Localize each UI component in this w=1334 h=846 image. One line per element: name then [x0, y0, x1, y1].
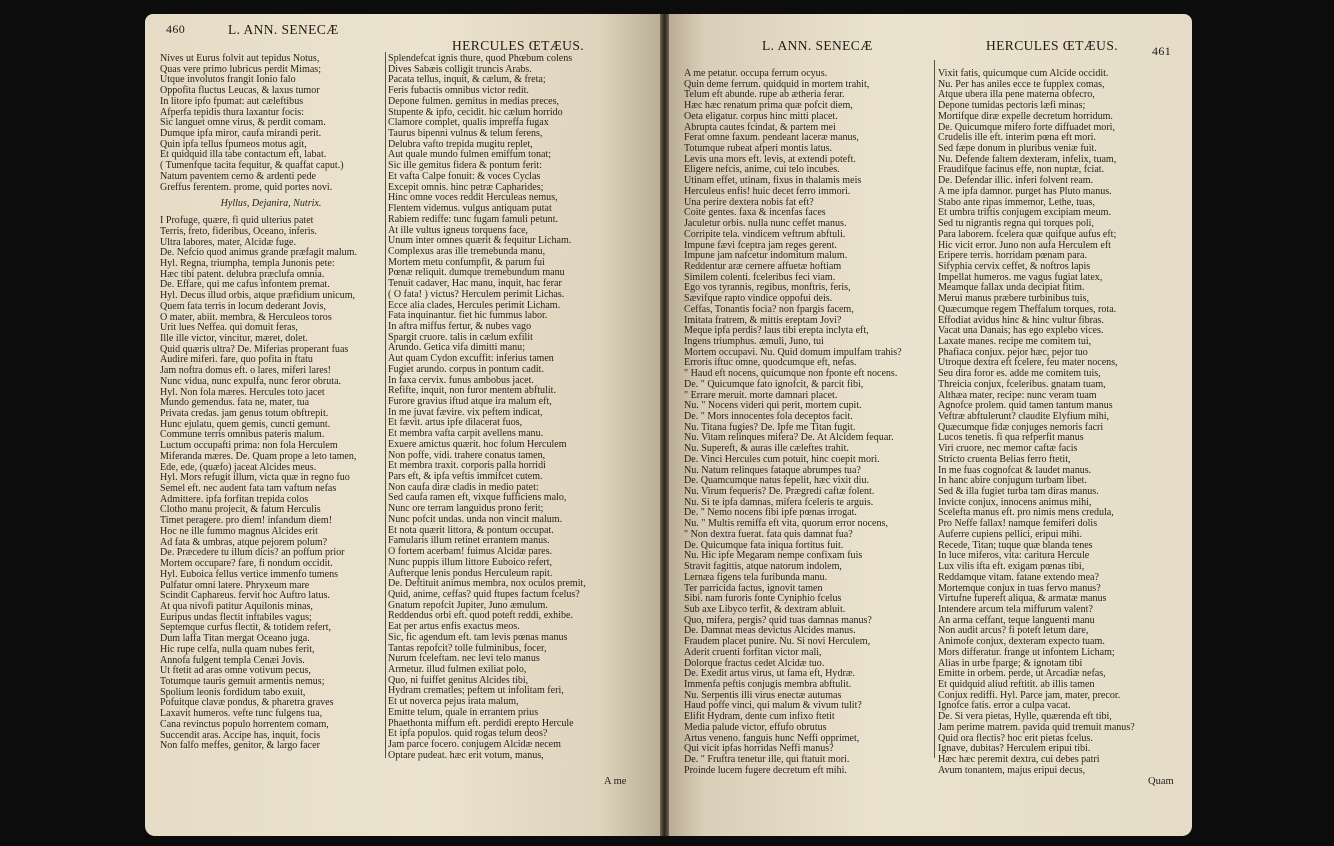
text-line: Impune fævi fceptra jam reges gerent.	[684, 239, 837, 251]
text-line: Recede, Titan; tuque quæ blanda tenes	[938, 539, 1093, 551]
text-line: Quin ipfa tellus fpumeos motus agit,	[160, 138, 307, 150]
text-line: Para laborem. fcelera quæ quifque aufus eft;	[938, 228, 1117, 240]
text-line: Et membra traxit. corporis palla horridi	[388, 460, 546, 472]
text-line: Stupente & ipfo, cecidit. hic cælum horrido	[388, 106, 563, 118]
text-line: Pœnæ reliquit. dumque tremebundum manu	[388, 267, 565, 279]
text-line: Sed fæpe donum in pluribus veniæ fuit.	[938, 143, 1097, 155]
text-line: Intendere arcum tela miffurum valent?	[938, 603, 1093, 615]
text-line: Eripere terris. horridam pœnam para.	[938, 250, 1087, 262]
text-line: Erroris iftuc omne, quodcumque eft, nefas.	[684, 357, 857, 369]
text-line: Hyl. Decus illud orbis, atque præfidium unicum,	[160, 290, 356, 302]
text-line: Quæcumque fidæ conjuges nemoris facri	[938, 421, 1104, 433]
text-line: Optare pudeat. hæc erit votum, manus,	[388, 749, 544, 761]
running-head-author-left: L. ANN. SENECÆ	[228, 22, 339, 37]
text-line: Laxate manes. recipe me comitem tui,	[938, 335, 1092, 347]
text-line: Luctum occupafti prima: non fola Herculem	[160, 440, 338, 452]
text-line: Emitte in orbem. perde, ut Arcadiæ nefas,	[938, 668, 1106, 680]
text-line: Emitte telum, quale in errantem prius	[388, 706, 539, 718]
text-line: Et ut noverca pejus irata malum,	[388, 696, 519, 708]
text-line: Semel eft. nec audent fata tam vaftum nefas	[160, 483, 337, 495]
text-line: Eligere nefcis, anime, cui telo incubes.	[684, 164, 840, 176]
text-line: Stravit fagittis, atque natorum indolem,	[684, 561, 842, 573]
text-line: Eat per artus enfis exactus meos.	[388, 621, 520, 633]
text-line: Et quidquid illa tabe contactum eft, labat.	[160, 149, 327, 161]
text-line: Utinam effet, utinam, fixus in thalamis meis	[684, 175, 862, 187]
text-line: Nunc pofcit undas. unda non vincit malum.	[388, 513, 563, 525]
text-line: De. " Mors innocentes fola deceptos facit.	[684, 411, 853, 422]
text-line: Quo, ni fuiffet genitus Alcides tibi,	[388, 674, 529, 686]
text-line: Hæc hæc renatum prima quæ pofcit diem,	[684, 100, 853, 112]
text-line: Veftræ abftulerunt? claudite Elyfium mihi,	[938, 411, 1110, 422]
text-line: Mortem metu confumpfit, & parum fui	[388, 256, 545, 268]
text-line: Sifyphia cervix ceffet, & noftros lapis	[938, 260, 1091, 272]
text-line: Similem colenti. fceleribus feci viam.	[684, 271, 836, 283]
text-line: Ad fata & umbras, atque pejorem polum?	[160, 536, 328, 548]
text-line: Ego vos tyrannis, regibus, monftris, feris,	[684, 282, 851, 294]
text-line: Reddendus orbi eft. quod poteft reddi, exhibe.	[388, 610, 573, 622]
text-line: Delubra vafto trepida mugitu replet,	[388, 138, 533, 150]
text-line: Mortifque diræ expelle decretum horridum.	[938, 110, 1113, 122]
text-line: Levis una mors eft. levis, at extendi poteft.	[684, 153, 856, 165]
text-line: Lernæa figens tela furibunda manu.	[684, 571, 828, 583]
text-line: Excepit omnis. hinc petræ Capharides;	[388, 181, 544, 193]
text-line: Crudelis ille eft. interim pœna eft mori.	[938, 132, 1096, 144]
text-line: Privata credas. jam genus totum obftrepit.	[160, 408, 329, 419]
text-line: Aderit cruenti forfitan victor mali,	[684, 646, 822, 658]
text-line: Viri cruore, nec memor caftæ facis	[938, 443, 1078, 455]
text-line: Nunc ore terram languidus prono ferit;	[388, 503, 544, 515]
text-line: Mundo gemendus. fata ne, mater, tua	[160, 397, 310, 409]
text-line: Ter parricida factus, ignovit tamen	[684, 582, 823, 594]
text-line: Sic languet omne virus, & perdit comam.	[160, 117, 326, 129]
text-line: Fata inquinantur. fiet hic fummus labor.	[388, 310, 548, 322]
text-line: Quid, anime, ceffas? quid ftupes factum fcelus?	[388, 588, 580, 600]
text-line: Nu. Natum relinques fataque abrumpes tua?	[684, 464, 861, 476]
text-line: De. Defendar illic. inferi folvent ream.	[938, 175, 1094, 187]
text-line: Natum paventem cerno & ardenti pede	[160, 170, 316, 182]
text-line: De. Vinci Hercules cum potuit, hinc coepit mori.	[684, 453, 880, 465]
text-line: De. " Quicumque fato ignofcit, & parcit fibi,	[684, 378, 864, 390]
text-line: Succendit aras. Accipe has, inquit, focis	[160, 729, 321, 741]
text-line: De. Exedit artus virus, ut fama eft, Hydræ.	[684, 668, 856, 680]
text-line: Stabo ante ripas immemor, Lethe, tuas,	[938, 196, 1095, 208]
text-line: Nu. Si te ipfa damnas, mifera fceleris te arguis.	[684, 496, 874, 508]
text-line: Gnatum repofcit Jupiter, Juno æmulum.	[388, 599, 548, 611]
text-line: Sibi. nam furoris fonte Cyniphio fcelus	[684, 593, 842, 605]
text-line: Hic rupe celfa, nulla quam nubes ferit,	[160, 643, 315, 655]
text-line: Aut quam Cydon excuffit: inferius tamen	[388, 353, 554, 365]
text-line: Abrupta cautes fcindat, & partem mei	[684, 121, 836, 133]
text-line: Sed caufa ramen eft, vixque fufficiens malo,	[388, 492, 567, 504]
text-line: De. Quicumque mifero forte diffuadet mori,	[938, 121, 1115, 133]
text-line: Totumque rubeat afperi montis latus.	[684, 143, 833, 155]
scene-heading: Hyllus, Dejanira, Nutrix.	[220, 198, 322, 210]
text-line: Et fævit. artus ipfe dilacerat fuos,	[388, 417, 523, 429]
text-line: Utque involutos frangit Ionio falo	[160, 74, 296, 86]
text-line: Clamore complet, qualis impreffa fugax	[388, 117, 549, 129]
text-line: Timet peragere. pro diem! infandum diem!	[160, 515, 333, 527]
text-line: Greffus ferentem. prome, quid portes novi.	[160, 181, 333, 193]
text-line: Quo, mifera, pergis? quid tuas damnas manus?	[684, 614, 872, 626]
text-line: Agnofce prolem. quid tamen tantum manus	[938, 400, 1113, 412]
text-line: Reddamque vitam. fatane extendo mea?	[938, 571, 1099, 583]
text-line: Jam parce focero. conjugem Alcidæ necem	[388, 739, 561, 750]
text-line: Sic, fic agendum eft. tam levis pœnas manus	[388, 631, 568, 643]
text-line: Fraudifque facinus effe, non nuptæ, fciat.	[938, 164, 1105, 176]
text-line: De. Effare, qui me cafus infontem premat.	[160, 279, 330, 291]
text-line: Nu. " Nocens videri qui perit, mortem cupit.	[684, 400, 862, 412]
text-line: ( O fata! ) victus? Herculem perimit Lichas.	[388, 288, 565, 300]
column-rule-left	[385, 52, 386, 758]
text-line: Hyl. Euboica fellus vertice immenfo tumens	[160, 568, 339, 580]
text-line: Annofa fulgent templa Cenæi Jovis.	[160, 654, 305, 666]
text-line: Animofe conjux, dexteram expecto tuam.	[938, 636, 1105, 648]
text-line: I Profuge, quære, fi quid ulterius patet	[160, 215, 314, 227]
text-line: Et membra vafta carpit avellens manu.	[388, 428, 544, 440]
text-line: Lux vilis ifta eft. exigam pœnas tibi,	[938, 561, 1085, 573]
text-line: Ceffas, Tonantis focia? non fpargis facem,	[684, 303, 854, 315]
text-line: Merui manus præbere turbinibus tuis,	[938, 293, 1089, 305]
text-line: Fraudem placet punire. Nu. Si novi Herculem,	[684, 636, 871, 648]
text-line: Hinc omne voces reddit Herculeas nemus,	[388, 192, 558, 204]
text-line: Immenfa peftis conjugis membra abftulit.	[684, 678, 852, 690]
text-line: Mortem occupavi. Nu. Quid domum impulfam trahis?	[684, 346, 902, 358]
text-line: Qui vicit ipfas horridas Neffi manus?	[684, 743, 834, 755]
text-line: Totumque tauris gemuit armentis nemus;	[160, 675, 325, 687]
text-line: Afperfa tepidis thura laxantur focis:	[160, 106, 304, 118]
text-line: Non audit arcus? fi poteft letum dare,	[938, 625, 1089, 637]
text-line: Quæcumque regem Theffalum torques, rota.	[938, 303, 1117, 315]
text-line: Althæa mater, recipe: nunc veram tuam	[938, 389, 1097, 401]
text-line: Proinde lucem fugere decretum eft mihi.	[684, 764, 847, 776]
text-line: Phafiaca conjux. pejor hæc, pejor tuo	[938, 346, 1088, 358]
text-line: Hyl. Mors refugit illum, victa quæ in regno fuo	[160, 472, 350, 484]
running-head-title-right: HERCULES ŒTÆUS.	[986, 38, 1119, 53]
text-line: Vixit fatis, quicumque cum Alcide occidit.	[938, 68, 1109, 79]
text-line: Depone tumidas pectoris læfi minas;	[938, 100, 1086, 112]
text-line: De. Quicumque fata iniqua fortitus fuit.	[684, 539, 844, 551]
text-line: Nu. Vitam relinques mifera? De. At Alcidem fequar.	[684, 432, 894, 444]
text-line: Splendefcat ignis thure, quod Phœbum colens	[388, 53, 573, 64]
text-line: De. Damnat meas devictus Alcides manus.	[684, 625, 856, 637]
text-line: Nu. Titana fugies? De. Ipfe me Titan fugit.	[684, 421, 856, 433]
text-line: Impune jam nafcetur indomitum malum.	[684, 250, 848, 262]
text-line: Septemque curfus flectit, & totidem refert,	[160, 622, 332, 634]
text-line: Pofuitque clavæ pondus, & pharetra graves	[160, 697, 334, 709]
catchword-right: Quam	[1148, 776, 1174, 787]
text-line: Sub axe Libyco terfit, & dextram abluit.	[684, 603, 846, 615]
text-line: Jam noftra domus eft. o lares, miferi lares!	[160, 365, 332, 377]
text-line: Nu. Supereft, & auras ille cæleftes trahit.	[684, 443, 849, 455]
text-line: Cana revinctus populo horrentem comam,	[160, 718, 329, 730]
text-line: An arma ceffant, teque languenti manu	[938, 614, 1095, 626]
text-line: Dolorque fractus cedet Alcidæ tuo.	[684, 657, 825, 669]
text-line: In me fuas cognofcat & laudet manus.	[938, 464, 1092, 476]
text-line: Phaethonta miffum eft. perdidi erepto Hercule	[388, 717, 574, 729]
text-line: Nunc puppis illum littore Euboico refert,	[388, 556, 553, 568]
text-line: Invicte conjux, innocens animus mihi,	[938, 496, 1092, 508]
text-line: De. Quamcumque natus fepelit, hæc vixit diu.	[684, 475, 869, 487]
text-line: Dives Sabæis colligit truncis Arabs.	[388, 63, 532, 75]
text-line: Pacata tellus, inquit, & cælum, & freta;	[388, 74, 546, 86]
text-line: Depone fulmen. gemitus in medias preces,	[388, 95, 560, 107]
text-line: Ignave, dubitas? Herculem eripui tibi.	[938, 743, 1091, 755]
text-line: Feris fubactis omnibus victor redit.	[388, 85, 529, 97]
text-line: Dum laffa Titan mergat Oceano juga.	[160, 633, 310, 645]
book-gutter	[660, 14, 669, 836]
text-line: Scindit Caphareus. fervit hoc Auftro latus.	[160, 590, 330, 602]
text-line: Impellat humeros. me vagus fugiat latex,	[938, 271, 1103, 283]
text-line: A me ipfa damnor. purget has Pluto manus.	[938, 185, 1112, 197]
text-line: Mortemque conjux in tuas fervo manus?	[938, 582, 1101, 594]
text-line: Taurus bipenni vulnus & telum ferens,	[388, 128, 543, 140]
text-line: Refifte, inquit, non furor mentem abftulit.	[388, 385, 556, 397]
text-line: Scelefta manus eft. pro nimis mens credula,	[938, 507, 1114, 519]
text-line: Urit lues Neffea. qui domuit feras,	[160, 322, 298, 334]
text-line: Oeta eligatur. corpus hinc mitti placet.	[684, 110, 838, 122]
text-line: Reddentur aræ cernere affuetæ hoftiam	[684, 260, 842, 272]
text-line: Terris, freto, fideribus, Oceano, inferis.	[160, 225, 317, 237]
text-line: De. " Nemo nocens fibi ipfe pœnas irrogat.	[684, 507, 857, 519]
text-line: Media palude victor, effufo obrutus	[684, 721, 827, 733]
text-line: Et umbra triftis conjugem excipiam meum.	[938, 207, 1111, 219]
text-line: Telum eft abunde. rupe ab ætheria ferar.	[684, 89, 845, 101]
text-line: Ferat omne faxum. pendeant laceræ manus,	[684, 132, 859, 144]
text-line: Mors differatur. frange ut infontem Licham;	[938, 646, 1115, 658]
text-line: Herculeus enfis! huic decet ferro immori.	[684, 185, 851, 197]
text-line: " Haud eft nocens, quicumque non fponte eft nocens.	[684, 368, 898, 380]
text-line: Et nota quærit littora, & pontum occupat.	[388, 524, 554, 536]
text-line: Auferre cupiens pellici, eripui mihi.	[938, 528, 1082, 540]
text-line: Nives ut Eurus folvit aut tepidus Notus,	[160, 53, 320, 64]
text-line: Clotho manu projecit, & fatum Herculis	[160, 504, 321, 516]
text-line: Exuere amictus quærit. hoc folum Herculem	[388, 438, 567, 450]
text-line: Hic vicit error. Juno non aufa Herculem eft	[938, 239, 1111, 251]
text-line: Admittere. ipfa forfitan trepida colos	[160, 493, 309, 505]
text-line: Meque ipfa perdis? laus tibi erepta inclyta eft,	[684, 325, 869, 337]
text-line: Nu. Hic ipfe Megaram nempe confixam fuis	[684, 550, 863, 562]
text-line: Nu. " Multis remiffa eft vita, quorum error nocens,	[684, 518, 888, 530]
text-line: De. Deftituit animus membra, nox oculos premit,	[388, 578, 586, 590]
text-line: Aufterque lenis pondus Herculeum rapit.	[388, 567, 553, 579]
text-line: Spargit cruore. talis in cælum exfilit	[388, 331, 533, 343]
text-line: De. Nefcio quod animus grande præfagit malum.	[160, 247, 357, 259]
text-line: Hæc hæc peremit dextra, cui debes patri	[938, 754, 1100, 765]
text-line: Hæc tibi patent. delubra præclufa omnia.	[160, 268, 325, 280]
text-line: Ut ftetit ad aras omne votivum pecus,	[160, 665, 311, 677]
text-line: Lucos tenetis. fi qua refperfit manus	[938, 432, 1084, 444]
text-line: Corripite tela. vindicem veftrum abftuli.	[684, 228, 846, 240]
text-line: Famularis illum retinet errantem manus.	[388, 535, 550, 547]
text-line: De. " Fruftra tenetur ille, qui ftatuit mori.	[684, 754, 850, 765]
text-line: Euripus undas flectit inftabiles vagus;	[160, 611, 312, 623]
right-page-column-1	[684, 69, 932, 776]
text-line: Hoc ne ille fummo magnus Alcides erit	[160, 525, 318, 537]
text-line: Et quidquid aliud reftitit. ab illis tamen	[938, 678, 1095, 690]
text-line: Unum inter omnes quærit & fequitur Licham.	[388, 235, 572, 247]
text-line: Tantas repofcit? tolle fulminibus, focer,	[388, 642, 547, 654]
text-line: Audire miferi. fare, quo pofita in ftatu	[160, 354, 313, 366]
text-line: Seu dira foror es. adde me comitem tuis,	[938, 368, 1101, 380]
text-line: Flentem videmus. vulgus antiquam putat	[388, 203, 552, 215]
text-line: Ingens triumphus. æmuli, Juno, tui	[684, 335, 824, 347]
text-line: Virtufne fupereft aliqua, & armatæ manus	[938, 593, 1107, 605]
text-line: Threicia conjux, fceleribus. gnatam tuam,	[938, 378, 1106, 390]
text-line: De. Præcedere tu illum dicis? an poffum prior	[160, 547, 345, 559]
text-line: In faxa cervix. funus ambobus jacet.	[388, 374, 534, 386]
catchword-left: A me	[604, 776, 627, 787]
text-line: De. Si vera pietas, Hylle, quærenda eft tibi,	[938, 711, 1112, 723]
text-line: In me juvat fævire. vix peftem indicat,	[388, 406, 543, 418]
text-line: Quem fata terris in locum dederant Jovis,	[160, 300, 327, 312]
text-line: Coite gentes. faxa & incenfas faces	[684, 207, 826, 219]
text-line: ( Tumenfque tacita fequitur, & quaffat caput.)	[160, 160, 344, 172]
text-line: Nu. Serpentis illi virus enectæ autumas	[684, 689, 842, 701]
text-line: Commune terris omnibus pateris malum.	[160, 429, 325, 441]
text-line: Sed tu nigrantis regna qui torques poli,	[938, 218, 1094, 230]
text-line: Jam perime matrem. pavida quid tremuit manus?	[938, 721, 1135, 733]
text-line: In luce miferos, vita: caritura Hercule	[938, 550, 1090, 562]
text-line: Furore gravius iftud atque ira malum eft,	[388, 396, 552, 407]
text-line: Ultra labores, mater, Alcidæ fuge.	[160, 236, 297, 248]
text-line: Elifit Hydram, dente cum infixo ftetit	[684, 711, 835, 723]
text-line: Non poffe, vidi. trahere conatus tamen,	[388, 449, 546, 461]
text-line: Mortem occupare? fare, fi nondum occidit.	[160, 558, 333, 570]
text-line: Sic ille gemitus fidera & pontum ferit:	[388, 160, 543, 172]
text-line: In hanc abire conjugum turbam libet.	[938, 475, 1087, 487]
text-line: Nu. Per has aniles ecce te fupplex comas,	[938, 78, 1105, 90]
text-line: Nu. Defende faltem dexteram, infelix, tuam,	[938, 153, 1117, 165]
text-line: Hunc ejulatu, quem gemis, cuncti gemunt.	[160, 418, 331, 430]
text-line: Nurum fceleftam. nec levi telo manus	[388, 653, 540, 665]
text-line: Sed & illa fugiet turba tam diras manus.	[938, 486, 1099, 498]
text-line: Hydram crematles; peftem ut infolitam feri,	[388, 685, 564, 697]
text-line: Utroque dextra eft fcelere, feu mater nocens,	[938, 357, 1118, 369]
text-line: Aut quale mundo fulmen emiffum tonat;	[388, 149, 552, 161]
text-line: O fortem acerbam! fuimus Alcidæ pares.	[388, 546, 553, 558]
text-line: Sævifque rapto vindice oppofui deis.	[684, 293, 833, 305]
text-line: Pulfatur omni latere. Phryxeum mare	[160, 579, 310, 591]
text-line: Pro Neffe fallax! namque femiferi dolis	[938, 518, 1098, 530]
text-line: Conjux rediffi. Hyl. Parce jam, mater, precor.	[938, 689, 1121, 701]
page-number-right: 461	[1152, 44, 1172, 58]
text-line: Non falfo meffes, genitor, & largo facer	[160, 740, 320, 752]
running-head-title-left: HERCULES ŒTÆUS.	[452, 38, 585, 53]
text-line: Oppofita fluctus Leucas, & laxus tumor	[160, 85, 320, 97]
text-line: Et vafta Calpe fonuit: & voces Cyclas	[388, 170, 541, 182]
text-line: In aftra miffus fertur, & nubes vago	[388, 320, 532, 332]
left-page-column-2	[388, 54, 658, 761]
text-line: Quid ora flectis? hoc erit pietas fcelus.	[938, 732, 1093, 744]
text-line: Effodiat avidus hinc & hinc vultur fibras.	[938, 314, 1104, 326]
text-line: Haud poffe vinci, qui malum & vivum tulit?	[684, 700, 862, 712]
page-number-left: 460	[166, 22, 186, 36]
text-line: Non caufa diræ cladis in medio patet:	[388, 481, 539, 493]
text-line: Pars eft, & ipfa veftis immifcet cutem.	[388, 471, 543, 483]
text-line: At ille vultus igneus torquens face,	[388, 224, 529, 236]
text-line: Quas vere primo lubricus perdit Mimas;	[160, 63, 321, 75]
text-line: Stricto cruenta Belias ferro ftetit,	[938, 453, 1071, 465]
text-line: Atque ubera illa pene materna obfecro,	[938, 89, 1095, 101]
text-line: Complexus aras ille tremebunda manu,	[388, 245, 546, 257]
text-line: Nunc vidua, nunc expulfa, nunc feror obruta.	[160, 375, 342, 387]
text-line: Ignofce fatis. error a culpa vacat.	[938, 700, 1071, 712]
text-line: " Non dextra fuerat. fata quis damnat fua?	[684, 528, 853, 540]
text-line: Hyl. Non fola mæres. Hercules toto jacet	[160, 386, 325, 398]
running-head-author-right: L. ANN. SENECÆ	[762, 38, 873, 53]
text-line: Ille ille victor, vincitur, mæret, dolet.	[160, 332, 308, 344]
text-line: Dumque ipfa miror, caufa mirandi perit.	[160, 128, 322, 140]
text-line: Laxavit humeros. vefte tunc fulgens tua,	[160, 708, 323, 720]
text-line: Armetur. illud fulmen exiliat polo,	[388, 663, 527, 675]
text-line: Alias in urbe fparge; & ignotam tibi	[938, 657, 1083, 669]
text-line: Ecce alia clades, Hercules perimit Licham.	[388, 299, 561, 311]
text-line: Rabiem rediffe: tunc fugam famuli petunt.	[388, 213, 559, 225]
left-page-column-1	[160, 54, 382, 752]
text-line: Quid quæris ultra? De. Miferias properant fuas	[160, 343, 349, 355]
text-line: Ede, ede, (quæfo) jaceat Alcides meus.	[160, 461, 317, 473]
text-line: Spolium leonis fordidum tabo exuit,	[160, 686, 306, 698]
text-line: Artus veneno. fanguis hunc Neffi opprimet,	[684, 732, 860, 744]
text-line: O mater, abiit. membra, & Herculeos toros	[160, 311, 332, 323]
text-line: Miferanda mæres. De. Quam prope a leto tamen,	[160, 450, 357, 462]
text-line: Vacat una Danais; has ego explebo vices.	[938, 325, 1104, 337]
text-line: Una perire dextera nobis fat eft?	[684, 196, 814, 208]
text-line: Meamque fallax unda decipiat fitim.	[938, 282, 1085, 294]
text-line: Quin deme ferrum. quidquid in mortem trahit,	[684, 78, 870, 90]
text-line: Imitata fratrem, & mittis ereptam Jovi?	[684, 314, 842, 326]
text-line: Tenuit cadaver, Hac manu, inquit, hac ferar	[388, 278, 562, 290]
text-line: At qua nivofi patitur Aquilonis minas,	[160, 600, 313, 612]
column-rule-right	[934, 60, 935, 758]
text-line: A me petatur. occupa ferrum ocyus.	[684, 68, 828, 79]
text-line: Fugiet arundo. corpus in pontum cadit.	[388, 363, 544, 375]
text-line: Avum tonantem, majus eripui decus,	[938, 764, 1086, 776]
text-line: Et ipfa populos. quid rogas telum deos?	[388, 728, 548, 740]
text-line: Jaculetur orbis. nulla nunc ceffet manus.	[684, 218, 847, 230]
text-line: Hyl. Regna, triumpha, templa Junonis pete:	[160, 257, 335, 269]
text-line: Nu. Virum fequeris? De. Prægredi caftæ folent.	[684, 486, 875, 498]
text-line: In litore ipfo fpumat: aut cæleftibus	[160, 95, 304, 107]
right-page-column-2	[938, 69, 1186, 776]
text-line: Arundo. Getica vifa dimitti manu;	[388, 342, 525, 354]
text-line: " Errare meruit. morte damnari placet.	[684, 389, 838, 401]
